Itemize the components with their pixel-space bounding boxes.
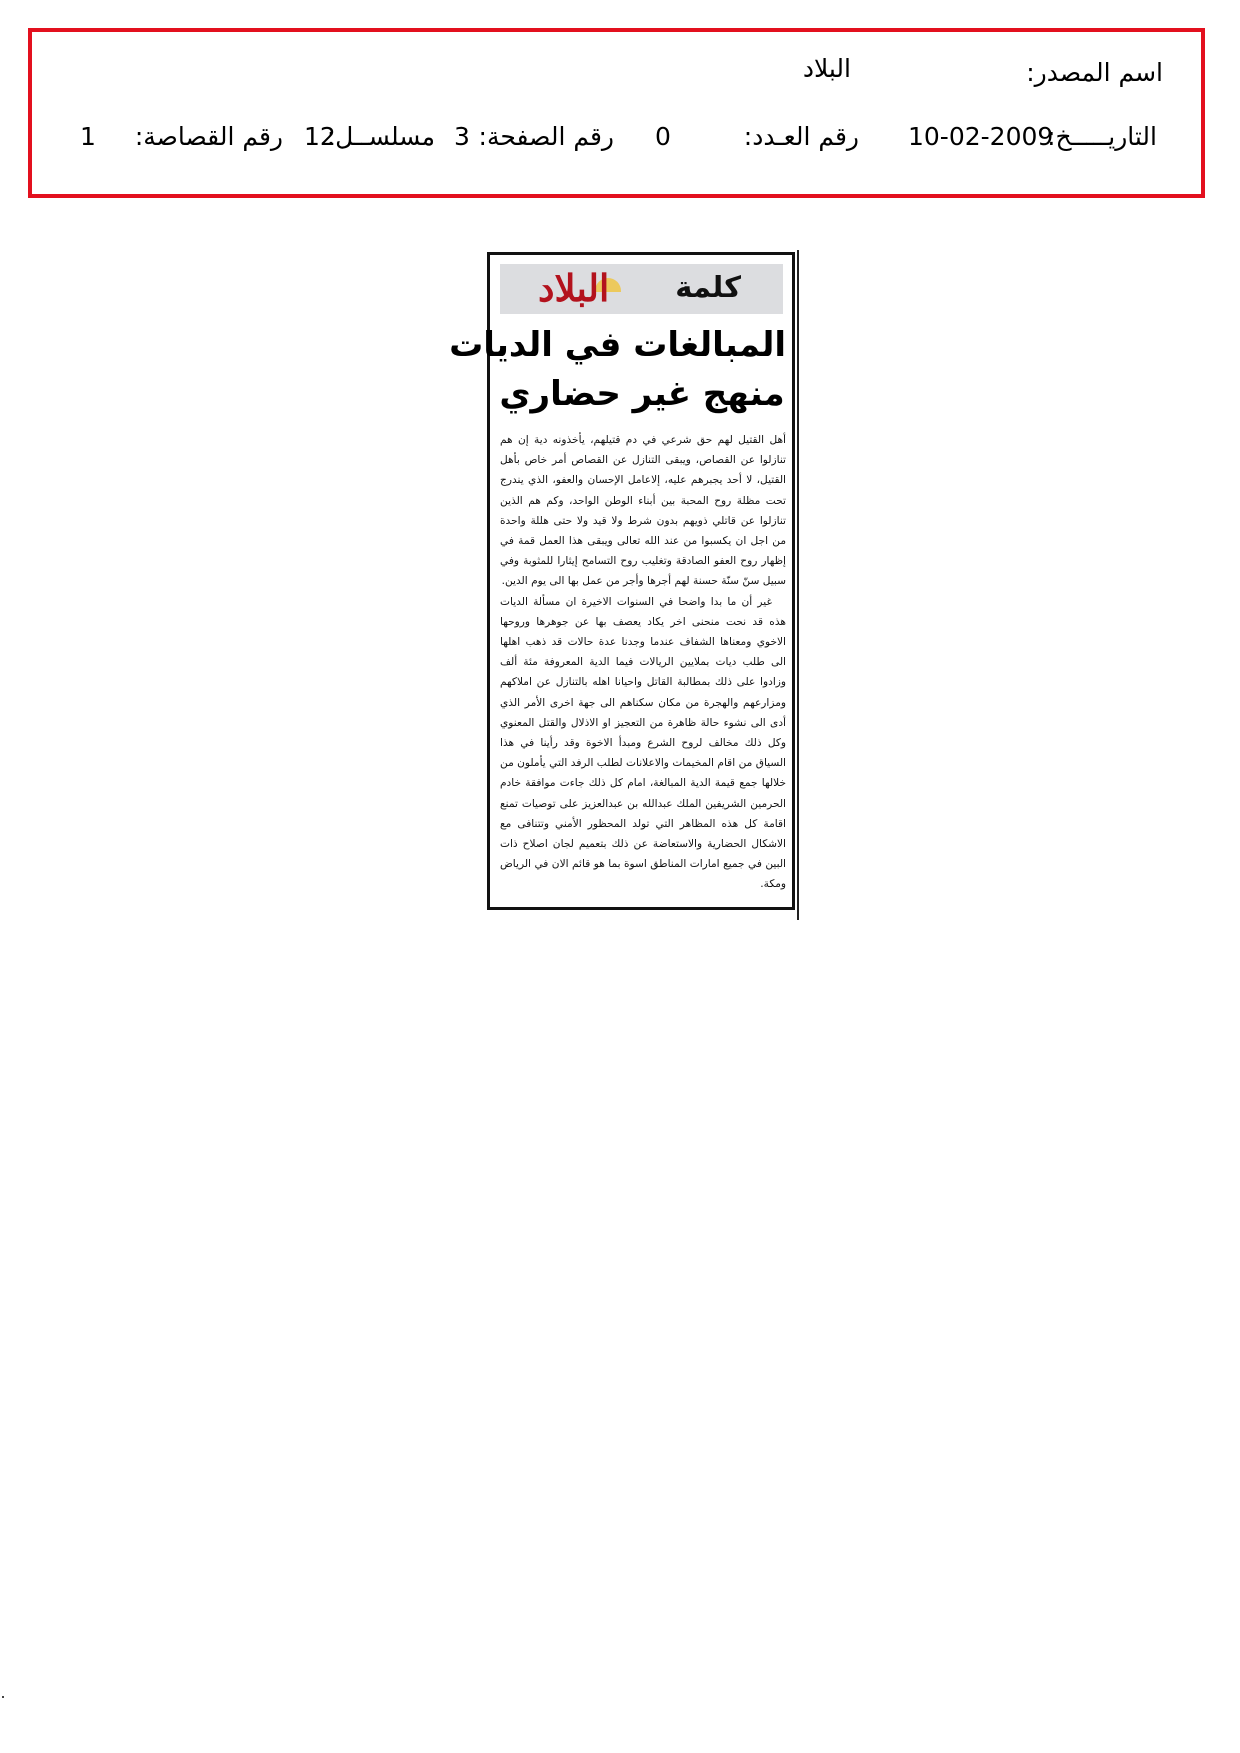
- source-label: اسم المصدر:: [1026, 58, 1163, 87]
- serial-value: 12: [304, 122, 336, 151]
- serial-label: مسلســل:: [326, 122, 435, 151]
- clipping-label: رقم القصاصة:: [134, 122, 283, 151]
- column-masthead: [500, 264, 783, 314]
- headline-line-1: المبالغات في الديات: [449, 325, 786, 365]
- article-paragraph: أهل القتيل لهم حق شرعي في دم قتيلهم، يأخذونه دية إن هم تنازلوا عن القصاص، ويبقى التنازل عن القصاص أمر خاص بأهل القتيل، لا أحد يجبرهم عليه، إلاعامل الإحسان والعفو، الذي يندرج تحت مظلة روح المحبة بين أبناء الوطن الواحد، وكم هم الذين تنازلوا عن قاتلي ذويهم بدون شرط ولا قيد ولا حتى هللة واحدة من اجل ان يكسبوا من عند الله تعالى ويبقى هذا العمل قمة في إظهار روح العفو الصادقة وتغليب روح التسامح إيثارا للمثوبة وفي سبيل سنّ سنّة حسنة لهم أجرها وأجر من عمل بها الى يوم الدين.: [500, 434, 786, 588]
- clipping-edge: [797, 250, 799, 920]
- page-label: رقم الصفحة:: [478, 122, 614, 151]
- issue-label: رقم العـدد:: [743, 122, 859, 151]
- metadata-box: [28, 28, 1205, 198]
- article-body: [500, 430, 786, 895]
- scan-dot: [2, 1696, 4, 1698]
- clipping-value: 1: [80, 122, 96, 151]
- date-label: التاريـــــخ:: [1047, 122, 1157, 151]
- newspaper-logo: البلاد: [538, 266, 610, 310]
- source-value: البلاد: [802, 54, 851, 83]
- headline-line-2: منهج غير حضاري: [499, 374, 785, 414]
- issue-value: 0: [655, 122, 671, 151]
- newspaper-clipping: [449, 252, 795, 910]
- column-title: كلمة: [675, 270, 741, 304]
- date-value: 10-02-2009: [908, 122, 1054, 151]
- page-value: 3: [454, 122, 470, 151]
- article-paragraph: غير أن ما بدا واضحا في السنوات الاخيرة ان مسألة الديات هذه قد نحت منحنى اخر يكاد يعصف بها عن جوهرها وروحها الاخوي ومعناها الشفاف عندما وجدنا عدة حالات قد ذهب اهلها الى طلب ديات بملايين الريالات فيما الدية المعروفة مئة ألف وزادوا على ذلك بمطالبة القاتل واحيانا اهله بالتنازل عن املاكهم ومزارعهم والهجرة من مكان سكناهم الى جهة اخرى الأمر الذي أدى الى نشوء حالة ظاهرة من التعجيز او الاذلال والقتل المعنوي وكل ذلك مخالف لروح الشرع ومبدأ الاخوة وقد رأينا في هذا السياق من اقام المخيمات والاعلانات لطلب الرفد التي يأملون من خلالها جمع قيمة الدية المبالغة، امام كل ذلك جاءت موافقة خادم الحرمين الشريفين الملك عبدالله بن عبدالعزيز على توصيات تمنع اقامة كل هذه المظاهر التي تولد المحظور الأمني وتتنافى مع الاشكال الحضارية والاستعاضة عن ذلك بتعميم لجان اصلاح ذات البين في جميع امارات المناطق اسوة بما هو قائم الان في الرياض ومكة.: [500, 595, 786, 891]
